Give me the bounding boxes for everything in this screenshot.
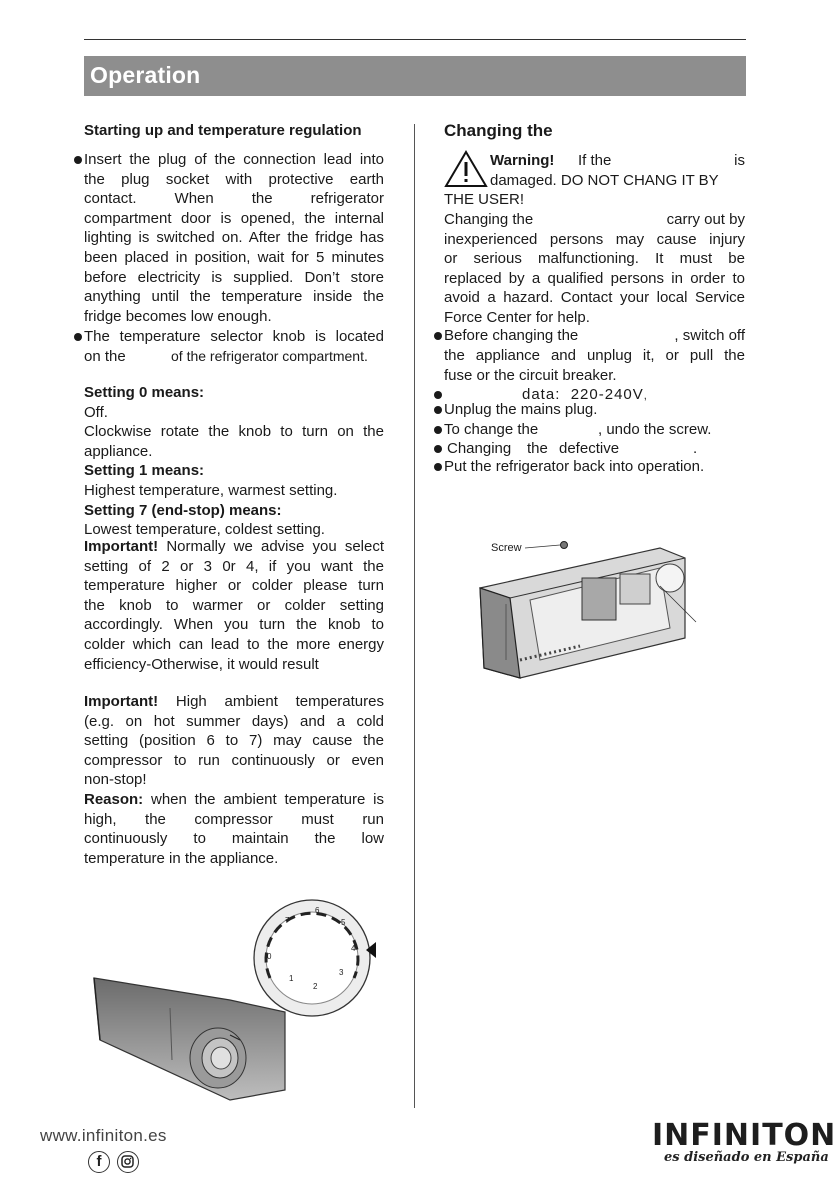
bullet-dot xyxy=(434,391,442,399)
dial-number: 7 xyxy=(285,916,290,925)
unplug-step: Unplug the mains plug. xyxy=(444,401,598,418)
text-line: The temperature selector knob is located xyxy=(84,328,384,345)
setting0-desc: Clockwise rotate the knob to turn on the xyxy=(84,423,384,441)
text-line: Important! Normally we advise you select xyxy=(84,538,384,555)
bullet-dot xyxy=(434,406,442,414)
bullet-dot xyxy=(434,463,442,471)
setting7-label: Setting 7 (end-stop) means: xyxy=(84,501,282,519)
brand-tagline: es diseñado en España xyxy=(664,1150,829,1165)
settings-block xyxy=(84,383,384,540)
setting0-desc: appliance. xyxy=(84,442,153,460)
text-line: Force Center for help. xyxy=(444,308,590,326)
bullet-dot xyxy=(434,426,442,434)
setting0-label: Setting 0 means: xyxy=(84,384,205,401)
setting7-desc: Lowest temperature, coldest setting. xyxy=(84,521,325,539)
text-line: setting (position 6 to 7) may cause the xyxy=(84,732,384,750)
bullet-dot xyxy=(434,332,442,340)
putback-step: Put the refrigerator back into operation. xyxy=(444,458,705,475)
text-line: Reason: when the ambient temperature is xyxy=(84,790,385,808)
text-line: on the of the refrigerator compartment. xyxy=(84,347,368,365)
undo-screw-step: To change the , undo the screw. xyxy=(444,421,712,438)
text-line: compressor to run continuously or even xyxy=(84,751,384,769)
text-line: the appliance and unplug it, or pull the xyxy=(444,347,745,364)
text-line: been placed in position, wait for 5 minutes xyxy=(84,248,384,266)
text-line: lighting is switched on. After the fridge has xyxy=(84,229,384,247)
right-heading: Changing the xyxy=(444,121,553,140)
instagram-glyph xyxy=(118,1152,137,1171)
rating-data: data: 220-240V, xyxy=(522,386,648,403)
dial-number: 0 xyxy=(267,952,272,961)
text-line: temperature in the appliance. xyxy=(84,849,279,867)
text-line: high, the compressor must run xyxy=(84,810,384,828)
top-rule xyxy=(84,39,746,40)
warning-text: Warning! If the is damaged. DO NOT CHANG IT BY xyxy=(490,152,745,189)
before-changing-step: Before changing the , switch off the appliance and unplug it, or pull the fuse or the circuit breaker. xyxy=(444,327,745,384)
startup-paragraph xyxy=(84,150,384,326)
text-line: accordingly. When you turn the knob to xyxy=(84,616,384,634)
facebook-icon[interactable]: f xyxy=(88,1151,110,1173)
column-divider xyxy=(414,124,415,1108)
text-line: setting of 2 or 3 0r 4, if you want the xyxy=(84,557,384,575)
text-line: inexperienced persons may cause injury xyxy=(444,230,745,248)
text-line: fuse or the circuit breaker. xyxy=(444,366,617,384)
section-title: Operation xyxy=(90,62,201,88)
text-line: THE USER! xyxy=(444,191,525,208)
replace-step: Changing the defective . xyxy=(447,440,698,457)
dial-number: 4 xyxy=(351,944,356,953)
important-note-2 xyxy=(84,692,384,868)
text-line: Changing the carry out by xyxy=(444,210,745,228)
text-line: colder which can lead to the more energy xyxy=(84,635,384,653)
text-line: replaced by a qualified persons in order to xyxy=(444,269,745,287)
bullet-dot xyxy=(74,333,82,341)
text-line: Important! High ambient temperatures xyxy=(84,693,384,710)
brand-logo: INFINITON xyxy=(652,1118,837,1153)
dial-number: 5 xyxy=(341,918,346,927)
website-link[interactable]: www.infiniton.es xyxy=(40,1126,167,1145)
dial-number: 1 xyxy=(289,974,294,983)
text-line: damaged. DO NOT CHANG IT BY xyxy=(490,172,719,189)
important-note-1 xyxy=(84,537,384,674)
text-line: non-stop! xyxy=(84,771,147,789)
text-line: fridge becomes low enough. xyxy=(84,307,272,325)
instagram-icon[interactable] xyxy=(117,1151,139,1173)
dial-number: 3 xyxy=(339,968,344,977)
warning-triangle-icon xyxy=(444,150,488,190)
left-heading: Starting up and temperature regulation xyxy=(84,122,362,139)
setting0-off: Off. xyxy=(84,403,108,421)
dial-number: 2 xyxy=(313,982,318,991)
text-line: efficiency-Otherwise, it would result xyxy=(84,655,319,673)
dial-numbers xyxy=(259,904,369,1014)
text-line: the plug socket with protective earth xyxy=(84,170,384,188)
bullet-dot xyxy=(74,156,82,164)
text-line: continuously to maintain the low xyxy=(84,830,384,848)
knob-location-paragraph xyxy=(84,327,384,367)
text-line: the knob to warmer or colder setting xyxy=(84,596,384,614)
setting1-label: Setting 1 means: xyxy=(84,462,205,480)
text-line: Insert the plug of the connection lead into xyxy=(84,151,384,168)
warning-body xyxy=(444,190,745,328)
text-line: contact. When the refrigerator xyxy=(84,190,384,208)
text-line: temperature higher or colder please turn xyxy=(84,577,384,595)
text-line: or serious malfunctioning. It must be xyxy=(444,250,745,268)
text-line: avoid a hazard. Contact your local Service xyxy=(444,289,745,307)
dial-number: 6 xyxy=(315,906,320,915)
bullet-dot xyxy=(434,445,442,453)
setting1-desc: Highest temperature, warmest setting. xyxy=(84,481,338,499)
text-line: anything until the temperature inside the xyxy=(84,288,384,306)
text-line: (e.g. on hot summer days) and a cold xyxy=(84,712,384,730)
screw-label: Screw xyxy=(491,542,522,554)
warning-label: Warning! xyxy=(490,152,555,169)
text-line: before electricity is supplied. Don’t store xyxy=(84,268,384,286)
section-banner xyxy=(84,56,746,96)
text-line: compartment door is opened, the internal xyxy=(84,209,384,227)
